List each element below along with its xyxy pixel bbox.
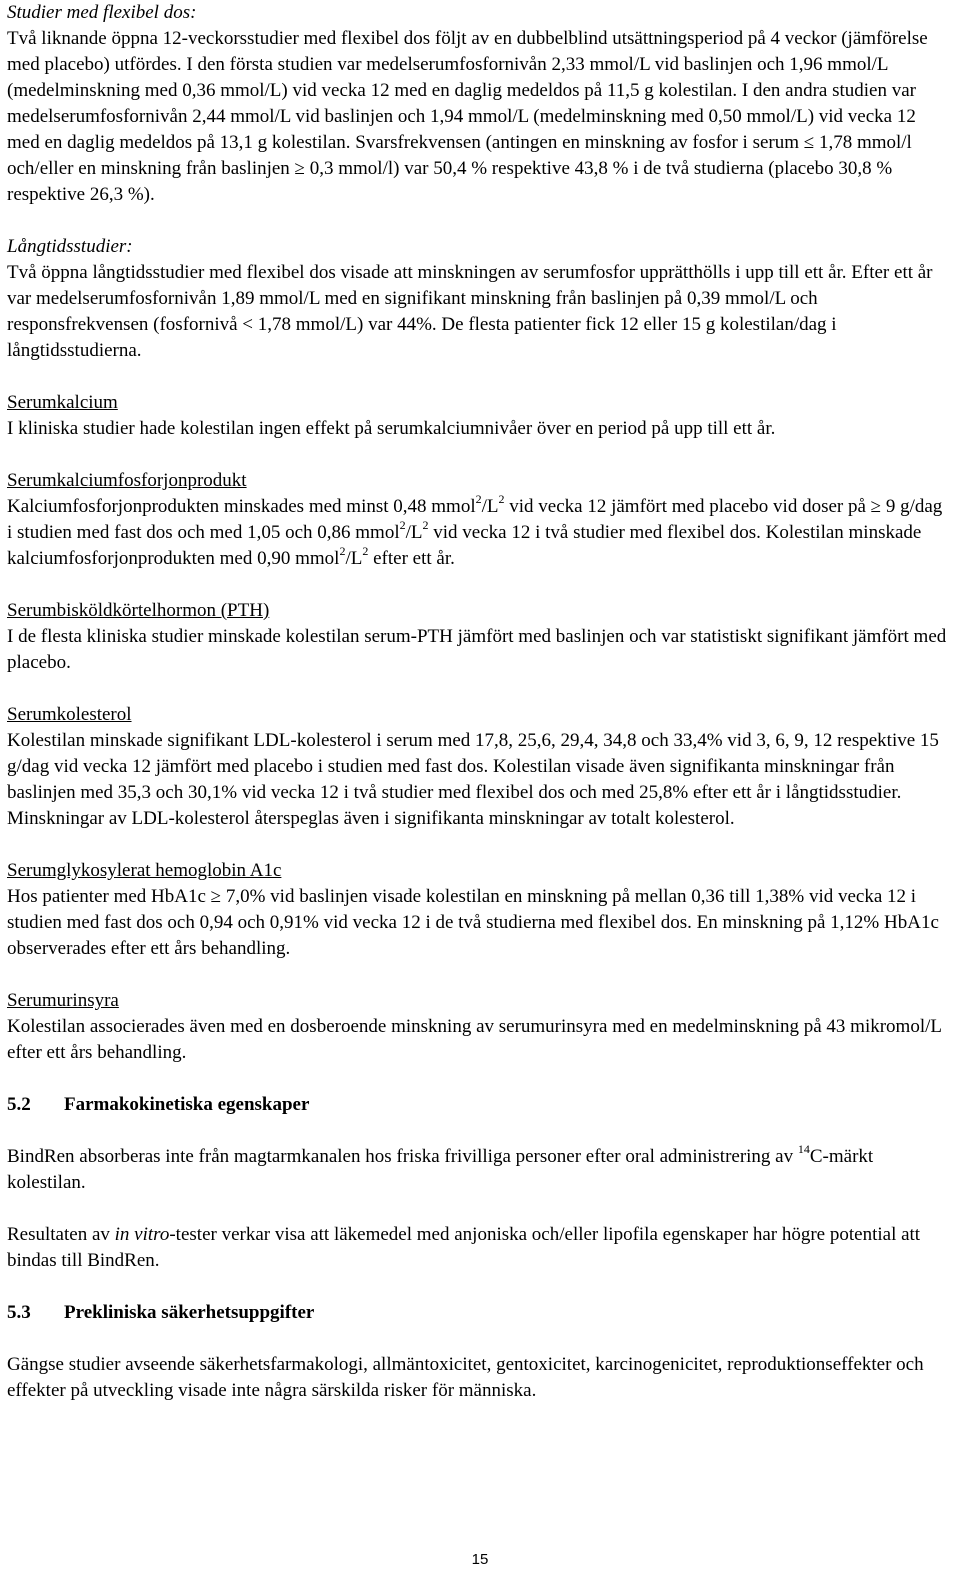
- flexible-dose-heading: Studier med flexibel dos:: [7, 2, 197, 23]
- serum-urate-paragraph: Kolestilan associerades även med en dosberoende minskning av serumurinsyra med en medelminskning på 43 mikromol/L efter ett års behandling.: [7, 1016, 942, 1063]
- section-5-2-pharmacokinetics: [7, 1092, 951, 1274]
- section-number: 5.2: [7, 1094, 31, 1115]
- preclinical-paragraph: Gängse studier avseende säkerhetsfarmakologi, allmäntoxicitet, gentoxicitet, karcinogenicitet, reproduktionseffekter och effekter på utveckling visade inte några särskilda risker för människa.: [7, 1354, 924, 1401]
- section-longterm-studies: [7, 234, 951, 364]
- section-heading: [7, 1300, 951, 1326]
- section-serum-urate: [7, 988, 951, 1066]
- pth-paragraph: I de flesta kliniska studier minskade kolestilan serum-PTH jämfört med baslinjen och var statistiskt signifikant jämfört med placebo.: [7, 626, 947, 673]
- section-calcium-phosphorus-product: [7, 468, 951, 572]
- longterm-paragraph: Två öppna långtidsstudier med flexibel dos visade att minskningen av serumfosfor upprätthölls i upp till ett år. Efter ett år var medelserumfosfornivån 1,89 mmol/L med en signifikant minskning från baslinjen på 0,39 mmol/L och responsfrekvensen (fosfornivå < 1,78 mmol/L) var 44%. De flesta patienter fick 12 eller 15 g kolestilan/dag i långtidsstudierna.: [7, 262, 933, 361]
- section-number: 5.3: [7, 1302, 31, 1323]
- section-5-3-preclinical-safety: [7, 1300, 951, 1404]
- longterm-heading: Långtidsstudier:: [7, 236, 133, 257]
- serum-calcium-paragraph: I kliniska studier hade kolestilan ingen effekt på serumkalciumnivåer över en period på upp till ett år.: [7, 418, 776, 439]
- section-title: Prekliniska säkerhetsuppgifter: [64, 1302, 315, 1323]
- serum-urate-heading: Serumurinsyra: [7, 990, 119, 1011]
- pharmacokinetics-paragraph-1: BindRen absorberas inte från magtarmkanalen hos friska frivilliga personer efter oral administrering av $^{14}$C-märkt kolestilan.: [7, 1141, 874, 1193]
- section-pth: [7, 598, 951, 676]
- pharmacokinetics-paragraph-2: Resultaten av in vitro-tester verkar visa att läkemedel med anjoniska och/eller lipofila egenskaper har högre potential att bindas till BindRen.: [7, 1224, 921, 1271]
- section-title: Farmakokinetiska egenskaper: [64, 1094, 310, 1115]
- pth-heading: Serumbisköldkörtelhormon (PTH): [7, 600, 270, 621]
- serum-calcium-heading: Serumkalcium: [7, 392, 118, 413]
- hba1c-paragraph: Hos patienter med HbA1c ≥ 7,0% vid baslinjen visade kolestilan en minskning på mellan 0,36 till 1,38% vid vecka 12 i studien med fast dos och 0,94 och 0,91% vid vecka 12 i de två studierna med flexibel dos. En minskning på 1,12% HbA1c observerades efter ett års behandling.: [7, 886, 939, 959]
- document-page: [7, 0, 951, 1404]
- page-number: 15: [471, 1551, 489, 1568]
- serum-cholesterol-paragraph: Kolestilan minskade signifikant LDL-kolesterol i serum med 17,8, 25,6, 29,4, 34,8 och 33,4% vid 3, 6, 9, 12 respektive 15 g/dag vid vecka 12 jämfört med placebo i studien med fast dos. Kolestilan visade även signifikanta minskningar från baslinjen med 35,3 och 30,1% vid vecka 12 i två studier med flexibel dos och med 25,8% efter ett år i långtidsstudier. Minskningar av LDL-kolesterol återspeglas även i signifikanta minskningar av totalt kolesterol.: [7, 730, 939, 829]
- section-heading: [7, 1092, 951, 1118]
- flexible-dose-paragraph: Två liknande öppna 12-veckorsstudier med flexibel dos följt av en dubbelblind utsättningsperiod på 4 veckor (jämförelse med placebo) utfördes. I den första studien var medelserumfosfornivån 2,33 mmol/L vid baslinjen och 1,96 mmol/L (medelminskning med 0,36 mmol/L) vid vecka 12 med en daglig medeldos på 11,5 g kolestilan. I den andra studien var medelserumfosfornivån 2,44 mmol/L vid baslinjen och 1,94 mmol/L (medelminskning med 0,50 mmol/L) vid vecka 12 med en daglig medeldos på 13,1 g kolestilan. Svarsfrekvensen (antingen en minskning av fosfor i serum ≤ 1,78 mmol/l och/eller en minskning från baslinjen ≥ 0,3 mmol/l) var 50,4 % respektive 43,8 % i de två studierna (placebo 30,8 % respektive 26,3 %).: [7, 28, 928, 205]
- section-serum-calcium: [7, 390, 951, 442]
- calcium-phosphorus-heading: Serumkalciumfosforjonprodukt: [7, 470, 247, 491]
- calcium-phosphorus-paragraph: Kalciumfosforjonprodukten minskades med minst 0,48 $mmol^2/L^2$ vid vecka 12 jämfört med placebo vid doser på ≥ 9 g/dag i studien med fast dos och med 1,05 och 0,86 $mmol^2/L^2$ vid vecka 12 i två studier med flexibel dos. Kolestilan minskade kalciumfosforjonprodukten med 0,90 $mmol^2/L^2$ efter ett år.: [7, 491, 943, 569]
- serum-cholesterol-heading: Serumkolesterol: [7, 704, 132, 725]
- hba1c-heading: Serumglykosylerat hemoglobin A1c: [7, 860, 282, 881]
- section-flexible-dose-studies: [7, 0, 951, 208]
- section-hba1c: [7, 858, 951, 962]
- section-serum-cholesterol: [7, 702, 951, 832]
